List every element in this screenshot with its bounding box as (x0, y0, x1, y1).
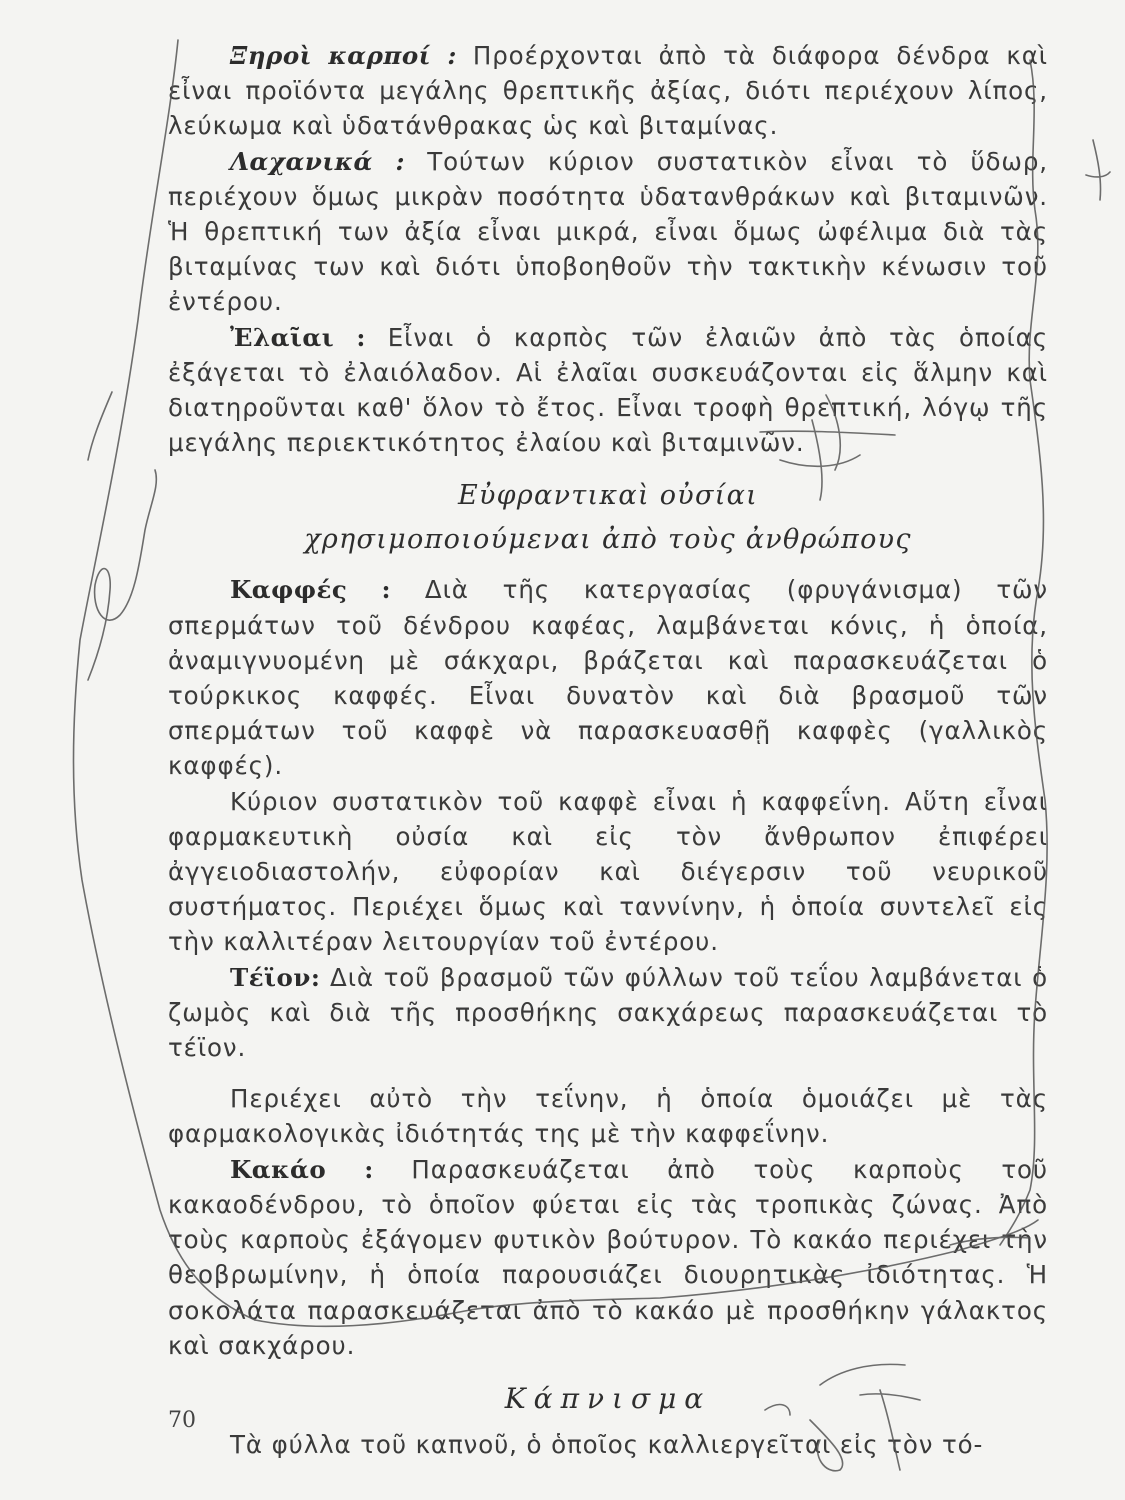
paragraph-text: Τούτων κύριον συστατικὸν εἶναι τὸ ὕδωρ, περιέχουν ὅμως μικρὰν ποσότητα ὑδατανθράκων καὶ βιταμινῶν. Ἡ θρεπτική των ἀξία εἶναι μικρά, εἶναι ὅμως ὠφέλιμα διὰ τὰς βιταμίνας των καὶ διότι ὑποβοηθοῦν τὴν τακτικὴν κένωσιν τοῦ ἐντέρου. (168, 146, 1048, 317)
term-coffee: Καφφές : (230, 575, 392, 605)
paragraph-text: Περιέχει αὐτὸ τὴν τεΐνην, ἡ ὁποία ὁμοιάζει μὲ τὰς φαρμακολογικὰς ἰδιότητάς της μὲ τὴν καφφεΐνην. (168, 1084, 1048, 1149)
paragraph-coffee (168, 572, 1048, 783)
paragraph-text: Τὰ φύλλα τοῦ καπνοῦ, ὁ ὁποῖος καλλιεργεῖται εἰς τὸν τό- (230, 1429, 984, 1459)
heading-stimulants-line2: χρησιμοποιούμεναι ἀπὸ τοὺς ἀνθρώπους (304, 524, 912, 556)
heading-stimulants-line1: Εὐφραντικαὶ οὐσίαι (457, 480, 759, 512)
paragraph-text: Εἶναι ὁ καρπὸς τῶν ἐλαιῶν ἀπὸ τὰς ὁποίας ἐξάγεται τὸ ἐλαιόλαδον. Αἱ ἐλαῖαι συσκευάζονται εἰς ἅλμην καὶ διατηροῦνται καθ' ὅλον τὸ ἔτος. Εἶναι τροφὴ θρεπτική, λόγῳ τῆς μεγάλης περιεκτικότητος ἐλαίου καὶ βιταμινῶν. (168, 322, 1048, 458)
paragraph-vegetables (168, 144, 1048, 320)
paragraph-text: Προέρχονται ἀπὸ τὰ διάφορα δένδρα καὶ εἶναι προϊόντα μεγάλης θρεπτικῆς ἀξίας, διότι περιέχουν λίπος, λεύκωμα καὶ ὑδατάνθρακας ὡς καὶ βιταμίνας. (168, 41, 1048, 141)
heading-smoking: Κάπνισμα (504, 1381, 712, 1415)
term-cocoa: Κακάο : (230, 1154, 374, 1184)
term-olives: Ἐλαῖαι : (230, 322, 366, 352)
paragraph-caffeine (168, 784, 1048, 960)
paragraph-text: Παρασκευάζεται ἀπὸ τοὺς καρποὺς τοῦ κακαοδένδρου, τὸ ὁποῖον φύεται εἰς τὰς τροπικὰς ζώνας. Ἀπὸ τοὺς καρποὺς ἐξάγομεν φυτικὸν βούτυρον. Τὸ κακάο περιέχει τὴν θεοβρωμίνην, ἡ ὁποία παρουσιάζει διουρητικὰς ἰδιότητας. Ἡ σοκολάτα παρασκευάζεται ἀπὸ τὸ κακάο μὲ προσθήκην γάλακτος καὶ σακχάρου. (168, 1154, 1049, 1360)
pencil-mark-left-2 (88, 470, 156, 680)
paragraph-text: Κύριον συστατικὸν τοῦ καφφὲ εἶναι ἡ καφφεΐνη. Αὕτη εἶναι φαρμακευτικὴ οὐσία καὶ εἰς τὸν ἄνθρωπον ἐπιφέρει ἀγγειοδιαστολήν, εὐφορίαν καὶ διέγερσιν τοῦ νευρικοῦ συστήματος. Περιέχει ὅμως καὶ ταννίνην, ἡ ὁποία συντελεῖ εἰς τὴν καλλιτέραν λειτουργίαν τοῦ ἐντέρου. (168, 786, 1048, 957)
paragraph-tobacco (168, 1427, 1048, 1462)
paragraph-text: Διὰ τοῦ βρασμοῦ τῶν φύλλων τοῦ τεΐου λαμβάνεται ὁ ζωμὸς καὶ διὰ τῆς προσθήκης σακχάρεως παρασκευάζεται τὸ τέϊον. (168, 962, 1048, 1063)
paragraph-text: Διὰ τῆς κατεργασίας (φρυγάνισμα) τῶν σπερμάτων τοῦ δένδρου καφέας, λαμβάνεται κόνις, ἡ ὁποία, ἀναμιγνυομένη μὲ σάκχαρι, βράζεται καὶ παρασκευάζεται ὁ τούρκικος καφφές. Εἶναι δυνατὸν καὶ διὰ βρασμοῦ τῶν σπερμάτων τοῦ καφφὲ νὰ παρασκευασθῇ καφφὲς (γαλλικὸς καφφές). (168, 575, 1048, 781)
pencil-mark-right-margin (1086, 140, 1110, 200)
paragraph-dry-fruits (168, 38, 1048, 144)
term-tea: Τέϊον: (230, 962, 321, 992)
term-dry-fruits: Ξηροὶ καρποί : (230, 41, 457, 70)
page-text (168, 38, 1048, 1462)
paragraph-cocoa (168, 1152, 1048, 1363)
term-vegetables: Λαχανικά : (230, 146, 406, 176)
page-number: 70 (168, 1408, 196, 1433)
paragraph-tea (168, 960, 1048, 1066)
pencil-mark-left-1 (88, 392, 112, 460)
paragraph-olives (168, 320, 1048, 461)
paragraph-theine (168, 1081, 1048, 1151)
